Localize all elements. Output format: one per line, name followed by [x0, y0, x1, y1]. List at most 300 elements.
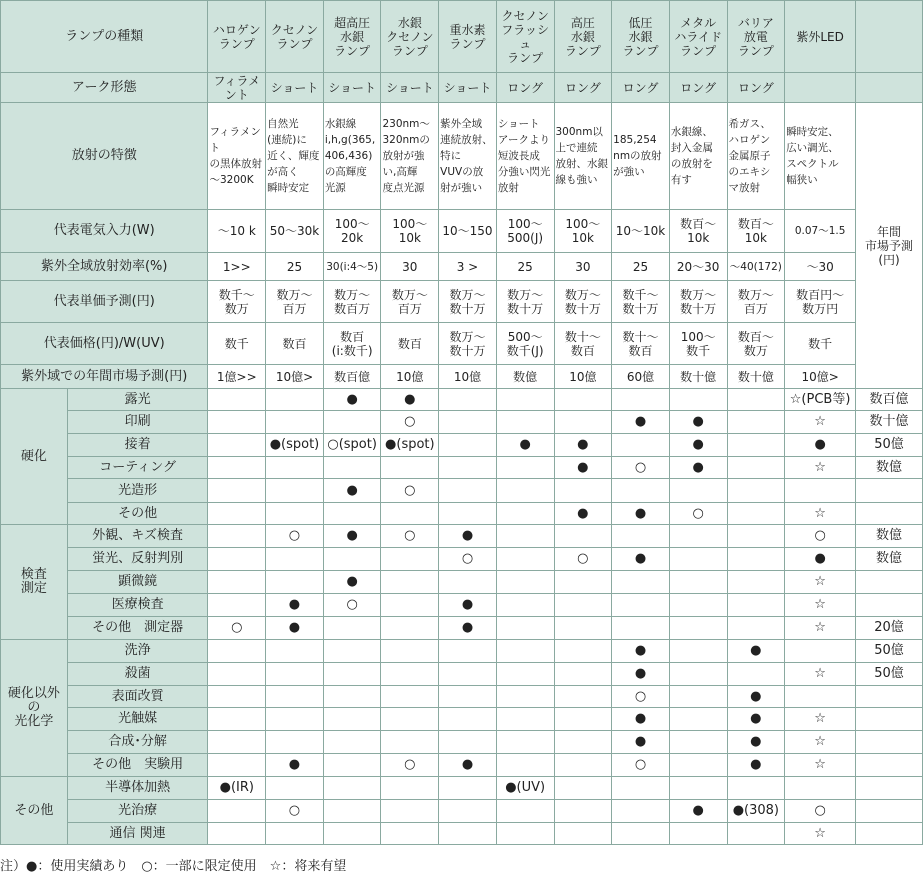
usage-mark — [496, 823, 554, 845]
usage-mark-text: ○ — [577, 551, 589, 566]
usage-mark — [496, 617, 554, 640]
radiation-feature-8-text: 水銀線、 封入金属 の放射を 有す — [670, 126, 713, 186]
unit-price-9 — [727, 281, 785, 323]
unit-price-2 — [323, 281, 381, 323]
lamp-type-8-text: メタル ハライド ランプ — [674, 15, 722, 58]
usage-mark — [612, 640, 670, 663]
power-input-1 — [266, 210, 324, 253]
price-per-w-label — [1, 323, 208, 365]
usage-mark — [496, 640, 554, 663]
usage-mark — [669, 708, 727, 731]
usage-row — [1, 617, 923, 640]
usage-mark — [323, 686, 381, 708]
market-forecast-7 — [612, 365, 670, 389]
usage-label-text: 外観、キズ検査 — [92, 528, 183, 543]
price-per-w-3-text: 数百 — [397, 336, 422, 351]
lamp-type-row — [1, 1, 923, 73]
usage-mark-text: ○ — [634, 688, 647, 704]
usage-mark-text: ○ — [404, 528, 416, 543]
price-per-w-2-text: 数百 (i:数千) — [331, 329, 373, 358]
usage-mark — [439, 389, 497, 411]
usage-forecast-text: 数億 — [876, 528, 903, 543]
arc-type-9 — [727, 73, 785, 103]
radiation-feature-5-text: ショート アークより 短波長成 分強い閃光 放射 — [497, 118, 551, 194]
usage-mark — [323, 457, 381, 479]
usage-mark-text: ○ — [634, 459, 647, 475]
usage-mark — [266, 731, 324, 754]
unit-price-4 — [439, 281, 497, 323]
arc-type-3-text: ショート — [385, 80, 434, 95]
market-forecast-9 — [727, 365, 785, 389]
usage-mark — [554, 594, 612, 617]
usage-mark — [439, 434, 497, 457]
market-forecast-10 — [785, 365, 856, 389]
usage-mark-text: ○ — [814, 528, 826, 543]
radiation-feature-4 — [439, 103, 497, 210]
market-forecast-8 — [669, 365, 727, 389]
lamp-type-10-text: 紫外LED — [796, 29, 844, 44]
usage-mark — [381, 686, 439, 708]
usage-label — [67, 457, 208, 479]
lamp-type-1 — [266, 1, 324, 73]
usage-forecast-text: 50億 — [874, 666, 904, 681]
usage-label-text: 半導体加熱 — [105, 780, 171, 795]
group-label-text: 検査 測定 — [20, 567, 47, 596]
usage-mark — [439, 800, 497, 823]
usage-mark-text: ● — [288, 597, 301, 612]
usage-row — [1, 640, 923, 663]
usage-mark — [496, 708, 554, 731]
usage-mark — [266, 434, 324, 457]
usage-mark-text: ☆(PCB等) — [789, 391, 851, 407]
unit-price-7-text: 数千〜 数十万 — [622, 287, 659, 316]
usage-mark-text: ☆ — [814, 666, 826, 681]
arc-type-0 — [208, 73, 266, 103]
usage-mark — [496, 503, 554, 525]
usage-mark — [554, 663, 612, 686]
usage-mark — [381, 800, 439, 823]
usage-mark — [554, 777, 612, 800]
usage-label — [67, 754, 208, 777]
usage-mark — [785, 548, 856, 571]
usage-mark — [785, 411, 856, 434]
usage-mark-text: ● — [404, 391, 416, 407]
uv-efficiency-10 — [785, 253, 856, 281]
usage-forecast — [856, 571, 923, 594]
usage-forecast-text: 数百億 — [869, 391, 909, 407]
usage-label — [67, 594, 208, 617]
usage-mark — [727, 686, 785, 708]
usage-mark — [381, 708, 439, 731]
power-input-8 — [669, 210, 727, 253]
usage-mark — [785, 731, 856, 754]
usage-mark — [208, 434, 266, 457]
power-input-10-text: 0.07〜1.5 — [794, 225, 846, 237]
usage-mark — [208, 594, 266, 617]
uv-efficiency-2-text: 30(i:4〜5) — [326, 260, 379, 273]
usage-row — [1, 663, 923, 686]
usage-mark — [381, 411, 439, 434]
usage-mark — [266, 754, 324, 777]
usage-mark — [208, 503, 266, 525]
arc-type-label — [1, 73, 208, 103]
usage-mark — [381, 389, 439, 411]
usage-mark — [727, 617, 785, 640]
usage-mark — [612, 731, 670, 754]
price-per-w-4 — [439, 323, 497, 365]
market-forecast-3-text: 10億 — [396, 369, 424, 384]
lamp-type-4 — [439, 1, 497, 73]
usage-mark — [323, 525, 381, 548]
usage-mark — [612, 525, 670, 548]
usage-mark — [496, 663, 554, 686]
uv-efficiency-9-text: 〜40(172) — [729, 260, 782, 273]
usage-row — [1, 503, 923, 525]
uv-efficiency-4-text: 3 > — [456, 259, 479, 274]
usage-forecast — [856, 823, 923, 845]
usage-label — [67, 708, 208, 731]
usage-row — [1, 411, 923, 434]
arc-type-6-text: ロング — [564, 80, 601, 95]
usage-mark — [439, 823, 497, 845]
usage-mark — [439, 640, 497, 663]
usage-mark — [266, 663, 324, 686]
unit-price-7 — [612, 281, 670, 323]
arc-type-8-text: ロング — [680, 80, 717, 95]
lamp-type-10 — [785, 1, 856, 73]
arc-type-9-text: ロング — [737, 80, 774, 95]
usage-mark — [323, 479, 381, 503]
usage-mark — [381, 525, 439, 548]
usage-mark — [554, 686, 612, 708]
usage-mark — [323, 548, 381, 571]
arc-type-4 — [439, 73, 497, 103]
usage-mark-text: ●(spot) — [269, 437, 320, 452]
lamp-type-8 — [669, 1, 727, 73]
radiation-feature-10-text: 瞬時安定、 広い調光、 スペクトル 幅狭い — [786, 126, 839, 186]
price-per-w-7 — [612, 323, 670, 365]
price-per-w-0-text: 数千 — [224, 336, 249, 351]
footnote: 注）●：使用実績あり ○：一部に限定使用 ☆：将来有望 — [0, 859, 347, 874]
usage-mark — [669, 823, 727, 845]
radiation-feature-9 — [727, 103, 785, 210]
usage-mark — [381, 617, 439, 640]
uv-efficiency-8 — [669, 253, 727, 281]
usage-mark — [496, 434, 554, 457]
radiation-feature-3-text: 230nm〜 320nmの 放射が強 い,高輝 度点光源 — [382, 118, 430, 194]
unit-price-1 — [266, 281, 324, 323]
price-per-w-7-text: 数十〜 数百 — [622, 329, 659, 358]
usage-row — [1, 754, 923, 777]
usage-mark — [266, 777, 324, 800]
usage-label-text: 印刷 — [124, 414, 151, 429]
uv-efficiency-10-text: 〜30 — [806, 259, 834, 274]
usage-mark-text: ●(spot) — [385, 437, 435, 452]
usage-mark-text: ○ — [404, 757, 416, 772]
uv-efficiency-6 — [554, 253, 612, 281]
market-forecast-2-text: 数百億 — [334, 369, 371, 384]
usage-mark — [727, 777, 785, 800]
usage-mark — [266, 503, 324, 525]
usage-mark — [208, 731, 266, 754]
power-input-1-text: 50〜30k — [269, 224, 320, 238]
usage-mark — [266, 617, 324, 640]
uv-efficiency-3 — [381, 253, 439, 281]
usage-mark-text: ● — [577, 505, 589, 521]
usage-mark — [554, 525, 612, 548]
usage-mark — [554, 617, 612, 640]
usage-mark — [323, 663, 381, 686]
usage-mark — [612, 434, 670, 457]
unit-price-4-text: 数万〜 数十万 — [449, 287, 486, 316]
price-per-w-9 — [727, 323, 785, 365]
lamp-type-2 — [323, 1, 381, 73]
usage-mark — [266, 708, 324, 731]
usage-mark-text: ● — [634, 505, 647, 521]
unit-price-5-text: 数万〜 数十万 — [507, 287, 544, 316]
unit-price-0-text: 数千〜 数万 — [218, 287, 255, 316]
usage-mark — [554, 479, 612, 503]
usage-mark — [381, 594, 439, 617]
usage-mark — [669, 640, 727, 663]
usage-mark — [496, 777, 554, 800]
usage-mark-text: ● — [346, 574, 358, 589]
usage-mark — [727, 479, 785, 503]
lamp-type-blank — [856, 1, 923, 73]
usage-mark-text: ● — [346, 391, 358, 407]
usage-mark — [323, 571, 381, 594]
usage-mark — [439, 457, 497, 479]
uv-efficiency-7-text: 25 — [632, 259, 649, 274]
market-forecast-10-text: 10億> — [801, 369, 839, 384]
usage-mark — [554, 548, 612, 571]
usage-mark — [266, 823, 324, 845]
usage-mark — [496, 389, 554, 411]
usage-mark — [208, 571, 266, 594]
lamp-type-7 — [612, 1, 670, 73]
unit-price-row — [1, 281, 923, 323]
usage-mark-text: ●(UV) — [505, 780, 546, 795]
lamp-type-label-text: ランプの種類 — [65, 28, 144, 44]
usage-mark — [381, 663, 439, 686]
usage-label-text: 顕微鏡 — [118, 574, 158, 589]
usage-label-text: 蛍光、反射判別 — [92, 551, 184, 566]
usage-label-text: 通信 関連 — [109, 825, 166, 841]
usage-mark — [208, 479, 266, 503]
usage-mark-text: ○ — [814, 803, 826, 818]
usage-mark — [496, 457, 554, 479]
uv-efficiency-6-text: 30 — [575, 259, 591, 274]
usage-mark — [612, 708, 670, 731]
usage-mark — [554, 411, 612, 434]
usage-label-text: 光造形 — [118, 482, 158, 498]
usage-mark — [323, 754, 381, 777]
usage-mark — [785, 617, 856, 640]
usage-mark — [612, 617, 670, 640]
radiation-feature-1 — [266, 103, 324, 210]
usage-mark-text: ● — [519, 437, 531, 452]
lamp-type-6 — [554, 1, 612, 73]
lamp-type-4-text: 重水素 ランプ — [449, 22, 486, 51]
usage-mark — [785, 777, 856, 800]
usage-mark — [785, 479, 856, 503]
usage-mark — [785, 708, 856, 731]
price-per-w-8 — [669, 323, 727, 365]
usage-mark — [381, 571, 439, 594]
usage-mark — [381, 457, 439, 479]
usage-mark — [266, 548, 324, 571]
power-input-0 — [208, 210, 266, 253]
usage-mark — [785, 525, 856, 548]
usage-mark — [612, 823, 670, 845]
usage-mark — [208, 525, 266, 548]
usage-mark — [669, 434, 727, 457]
lamp-type-9-text: バリア 放電 ランプ — [737, 15, 774, 58]
usage-mark-text: ☆ — [814, 734, 826, 749]
usage-mark — [266, 411, 324, 434]
usage-mark — [785, 800, 856, 823]
power-input-label-text: 代表電気入力(W) — [53, 223, 155, 238]
usage-mark-text: ● — [634, 666, 647, 681]
market-forecast-label-text: 紫外域での年間市場予測(円) — [21, 368, 188, 384]
price-per-w-10 — [785, 323, 856, 365]
usage-mark — [785, 503, 856, 525]
arc-type-2-text: ショート — [328, 80, 377, 95]
usage-mark-text: ● — [750, 643, 762, 658]
price-per-w-0 — [208, 323, 266, 365]
lamp-type-2-text: 超高圧 水銀 ランプ — [334, 15, 371, 58]
price-per-w-10-text: 数千 — [808, 336, 833, 351]
usage-label — [67, 503, 208, 525]
usage-mark-text: ☆ — [814, 757, 826, 772]
usage-label — [67, 800, 208, 823]
price-per-w-8-text: 100〜 数千 — [680, 329, 716, 358]
market-forecast-5-text: 数億 — [513, 369, 538, 384]
usage-mark — [323, 777, 381, 800]
radiation-feature-0 — [208, 103, 266, 210]
arc-type-0-text: フィラメント — [213, 73, 261, 102]
usage-mark-text: ● — [346, 482, 358, 498]
market-forecast-4 — [439, 365, 497, 389]
usage-mark — [554, 754, 612, 777]
unit-price-3-text: 数万〜 百万 — [391, 287, 428, 316]
usage-mark — [612, 800, 670, 823]
usage-mark — [496, 548, 554, 571]
usage-mark — [727, 823, 785, 845]
usage-mark — [439, 571, 497, 594]
usage-mark — [323, 800, 381, 823]
usage-forecast — [856, 640, 923, 663]
usage-mark — [727, 571, 785, 594]
market-forecast-0 — [208, 365, 266, 389]
usage-mark-text: ● — [577, 437, 589, 452]
usage-forecast — [856, 411, 923, 434]
uv-efficiency-3-text: 30 — [402, 259, 418, 274]
usage-mark — [785, 457, 856, 479]
price-per-w-4-text: 数万〜 数十万 — [449, 329, 486, 358]
usage-label — [67, 548, 208, 571]
usage-mark — [727, 548, 785, 571]
power-input-7 — [612, 210, 670, 253]
usage-mark-text: ● — [692, 437, 704, 452]
group-label-text: 硬化 — [20, 448, 47, 464]
usage-mark — [323, 708, 381, 731]
unit-price-6 — [554, 281, 612, 323]
usage-mark — [439, 663, 497, 686]
usage-mark — [612, 389, 670, 411]
price-per-w-2 — [323, 323, 381, 365]
usage-mark-text: ● — [461, 620, 474, 635]
uv-efficiency-2 — [323, 253, 381, 281]
usage-label — [67, 640, 208, 663]
usage-mark — [496, 594, 554, 617]
arc-type-row — [1, 73, 923, 103]
radiation-feature-4-text: 紫外全域 連続放射、 特に VUVの放 射が強い — [440, 118, 493, 194]
usage-mark — [554, 800, 612, 823]
unit-price-6-text: 数万〜 数十万 — [564, 287, 601, 316]
group-label-text: その他 — [14, 802, 54, 818]
usage-mark-text: ● — [634, 551, 647, 566]
power-input-3-text: 100〜10k — [392, 217, 428, 245]
usage-label — [67, 434, 208, 457]
usage-mark — [439, 754, 497, 777]
market-forecast-6-text: 10億 — [569, 369, 597, 384]
market-forecast-4-text: 10億 — [453, 369, 482, 384]
arc-type-label-text: アーク形態 — [71, 79, 137, 95]
usage-label-text: コーティング — [99, 459, 176, 475]
lamp-type-0 — [208, 1, 266, 73]
market-forecast-label — [1, 365, 208, 389]
radiation-feature-7-text: 185,254 nmの放射 が強い — [613, 134, 662, 178]
usage-mark-text: ☆ — [814, 574, 826, 589]
usage-mark — [669, 457, 727, 479]
usage-mark — [496, 754, 554, 777]
power-input-9-text: 数百〜 10k — [737, 217, 774, 245]
market-forecast-3 — [381, 365, 439, 389]
usage-mark — [612, 594, 670, 617]
usage-mark — [669, 663, 727, 686]
usage-forecast-text: 数億 — [876, 459, 903, 475]
usage-mark-text: ● — [750, 734, 762, 749]
usage-mark-text: ● — [634, 643, 647, 658]
usage-mark — [381, 731, 439, 754]
usage-mark — [381, 823, 439, 845]
power-input-0-text: 〜10 k — [217, 224, 256, 238]
group-label — [1, 525, 68, 640]
market-forecast-2 — [323, 365, 381, 389]
usage-mark — [669, 800, 727, 823]
usage-mark-text: ○ — [404, 414, 416, 429]
usage-mark — [612, 479, 670, 503]
price-per-w-row — [1, 323, 923, 365]
unit-price-label — [1, 281, 208, 323]
arc-type-blank — [856, 73, 923, 103]
usage-mark-text: ● — [577, 459, 589, 475]
usage-mark — [266, 686, 324, 708]
usage-mark-text: ☆ — [814, 597, 826, 612]
usage-label-text: 医療検査 — [111, 597, 164, 612]
usage-mark — [612, 411, 670, 434]
usage-mark — [323, 411, 381, 434]
usage-label — [67, 777, 208, 800]
usage-mark — [496, 525, 554, 548]
usage-mark-text: ☆ — [814, 459, 826, 475]
usage-mark — [439, 548, 497, 571]
power-input-label — [1, 210, 208, 253]
usage-mark — [554, 503, 612, 525]
price-per-w-5 — [496, 323, 554, 365]
uv-efficiency-label-text: 紫外全域放射効率(%) — [40, 258, 168, 274]
